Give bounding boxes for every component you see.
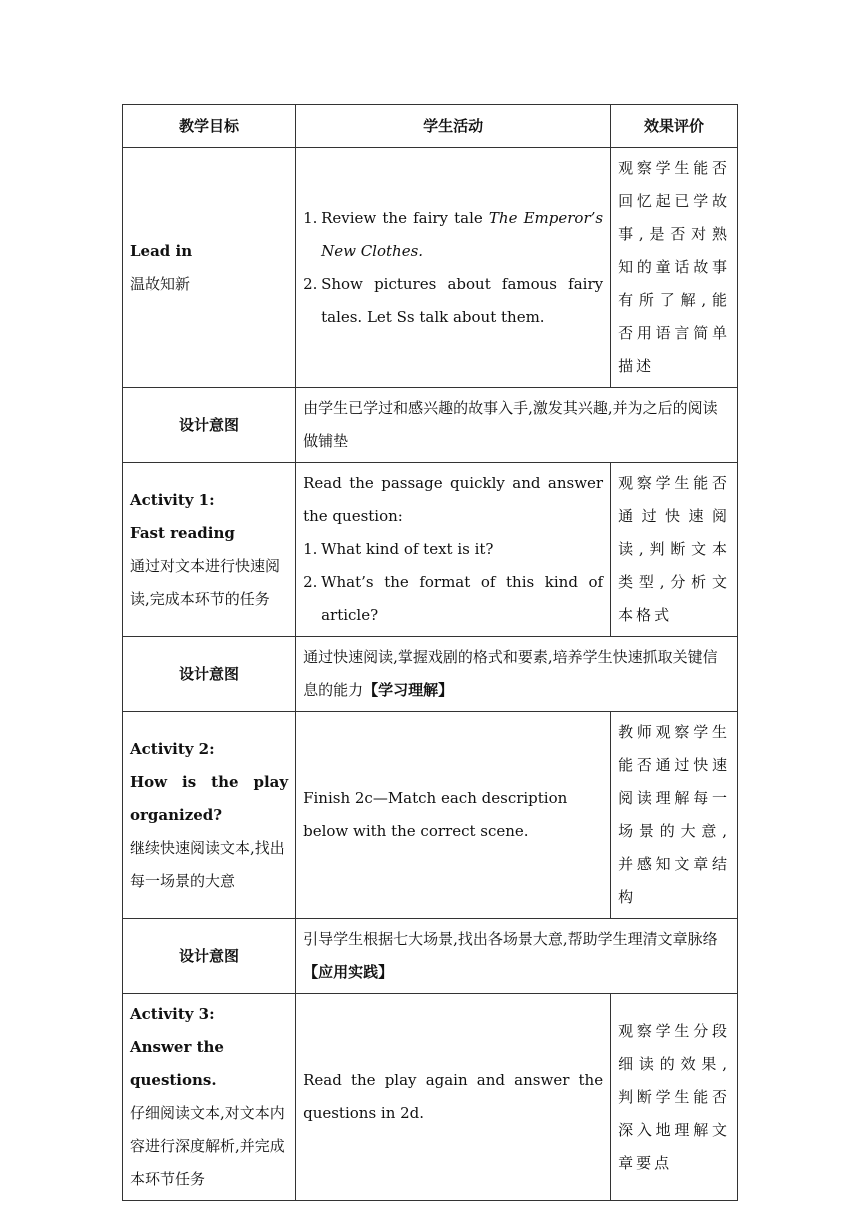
activity-2-task: Finish 2c—Match each description below with the correct scene. [296,712,611,919]
activity-2-subtitle: How is the play organized? [130,772,289,824]
design-row-3 [123,919,738,994]
design-tag-3: 【应用实践】 [303,963,394,981]
activity-1-questions [303,533,603,632]
header-goal: 教学目标 [123,105,296,148]
activity-1-intro: Read the passage quickly and answer the question: [303,474,604,525]
lead-in-title: Lead in [130,241,193,260]
design-text-3: 引导学生根据七大场景,找出各场景大意,帮助学生理清文章脉络 [303,930,718,948]
lead-in-activity-list [303,202,603,334]
lesson-plan-table [122,104,738,1201]
activity-1-question-1: 1. What kind of text is it? [303,540,494,558]
activity-1-question-2: 2. What’s the format of this kind of article? [303,573,604,624]
design-text-2: 通过快速阅读,掌握戏剧的格式和要素,培养学生快速抓取关键信息的能力 [303,648,718,699]
design-text-2-cell [296,637,738,712]
activity-1-row [123,463,738,637]
design-text-1: 由学生已学过和感兴趣的故事入手,激发其兴趣,并为之后的阅读做铺垫 [296,388,738,463]
lead-in-row [123,148,738,388]
design-text-3-cell [296,919,738,994]
design-row-1 [123,388,738,463]
lead-in-evaluation: 观察学生能否回忆起已学故事,是否对熟知的童话故事有所了解,能否用语言简单描述 [611,148,738,388]
activity-3-goal: 仔细阅读文本,对文本内容进行深度解析,并完成本环节任务 [130,1104,285,1188]
lead-in-activity-1: 1. Review the fairy tale The Emperor’s New Clothes. [303,208,604,260]
activity-3-title: Activity 3: [130,1005,215,1023]
design-label-2: 设计意图 [123,637,296,712]
activity-3-goal-cell [123,994,296,1201]
design-row-2 [123,637,738,712]
activity-1-goal: 通过对文本进行快速阅读,完成本环节的任务 [130,556,281,608]
activity-3-row [123,994,738,1201]
activity-1-subtitle: Fast reading [130,523,235,542]
lead-in-goal-cell [123,148,296,388]
lead-in-subtitle: 温故知新 [130,274,191,293]
header-evaluation: 效果评价 [611,105,738,148]
activity-2-goal-cell [123,712,296,919]
activity-1-goal-cell [123,463,296,637]
design-label-3: 设计意图 [123,919,296,994]
lead-in-activity-cell [296,148,611,388]
activity-1-evaluation: 观察学生能否通过快速阅读,判断文本类型,分析文本格式 [611,463,738,637]
design-label-1: 设计意图 [123,388,296,463]
activity-3-evaluation: 观察学生分段细读的效果,判断学生能否深入地理解文章要点 [611,994,738,1201]
activity-1-task-cell [296,463,611,637]
activity-1-title: Activity 1: [130,490,215,509]
header-row [123,105,738,148]
design-tag-2: 【学习理解】 [363,681,454,699]
activity-2-goal: 继续快速阅读文本,找出每一场景的大意 [130,838,285,890]
header-activity: 学生活动 [296,105,611,148]
activity-2-title: Activity 2: [130,739,215,758]
activity-3-task: Read the play again and answer the questions in 2d. [296,994,611,1201]
activity-3-subtitle: Answer the questions. [130,1038,224,1089]
story-title: The Emperor’s New Clothes. [321,208,604,260]
activity-2-row [123,712,738,919]
activity-2-evaluation: 教师观察学生能否通过快速阅读理解每一场景的大意,并感知文章结构 [611,712,738,919]
lead-in-activity-2: 2. Show pictures about famous fairy tales. Let Ss talk about them. [303,274,604,326]
